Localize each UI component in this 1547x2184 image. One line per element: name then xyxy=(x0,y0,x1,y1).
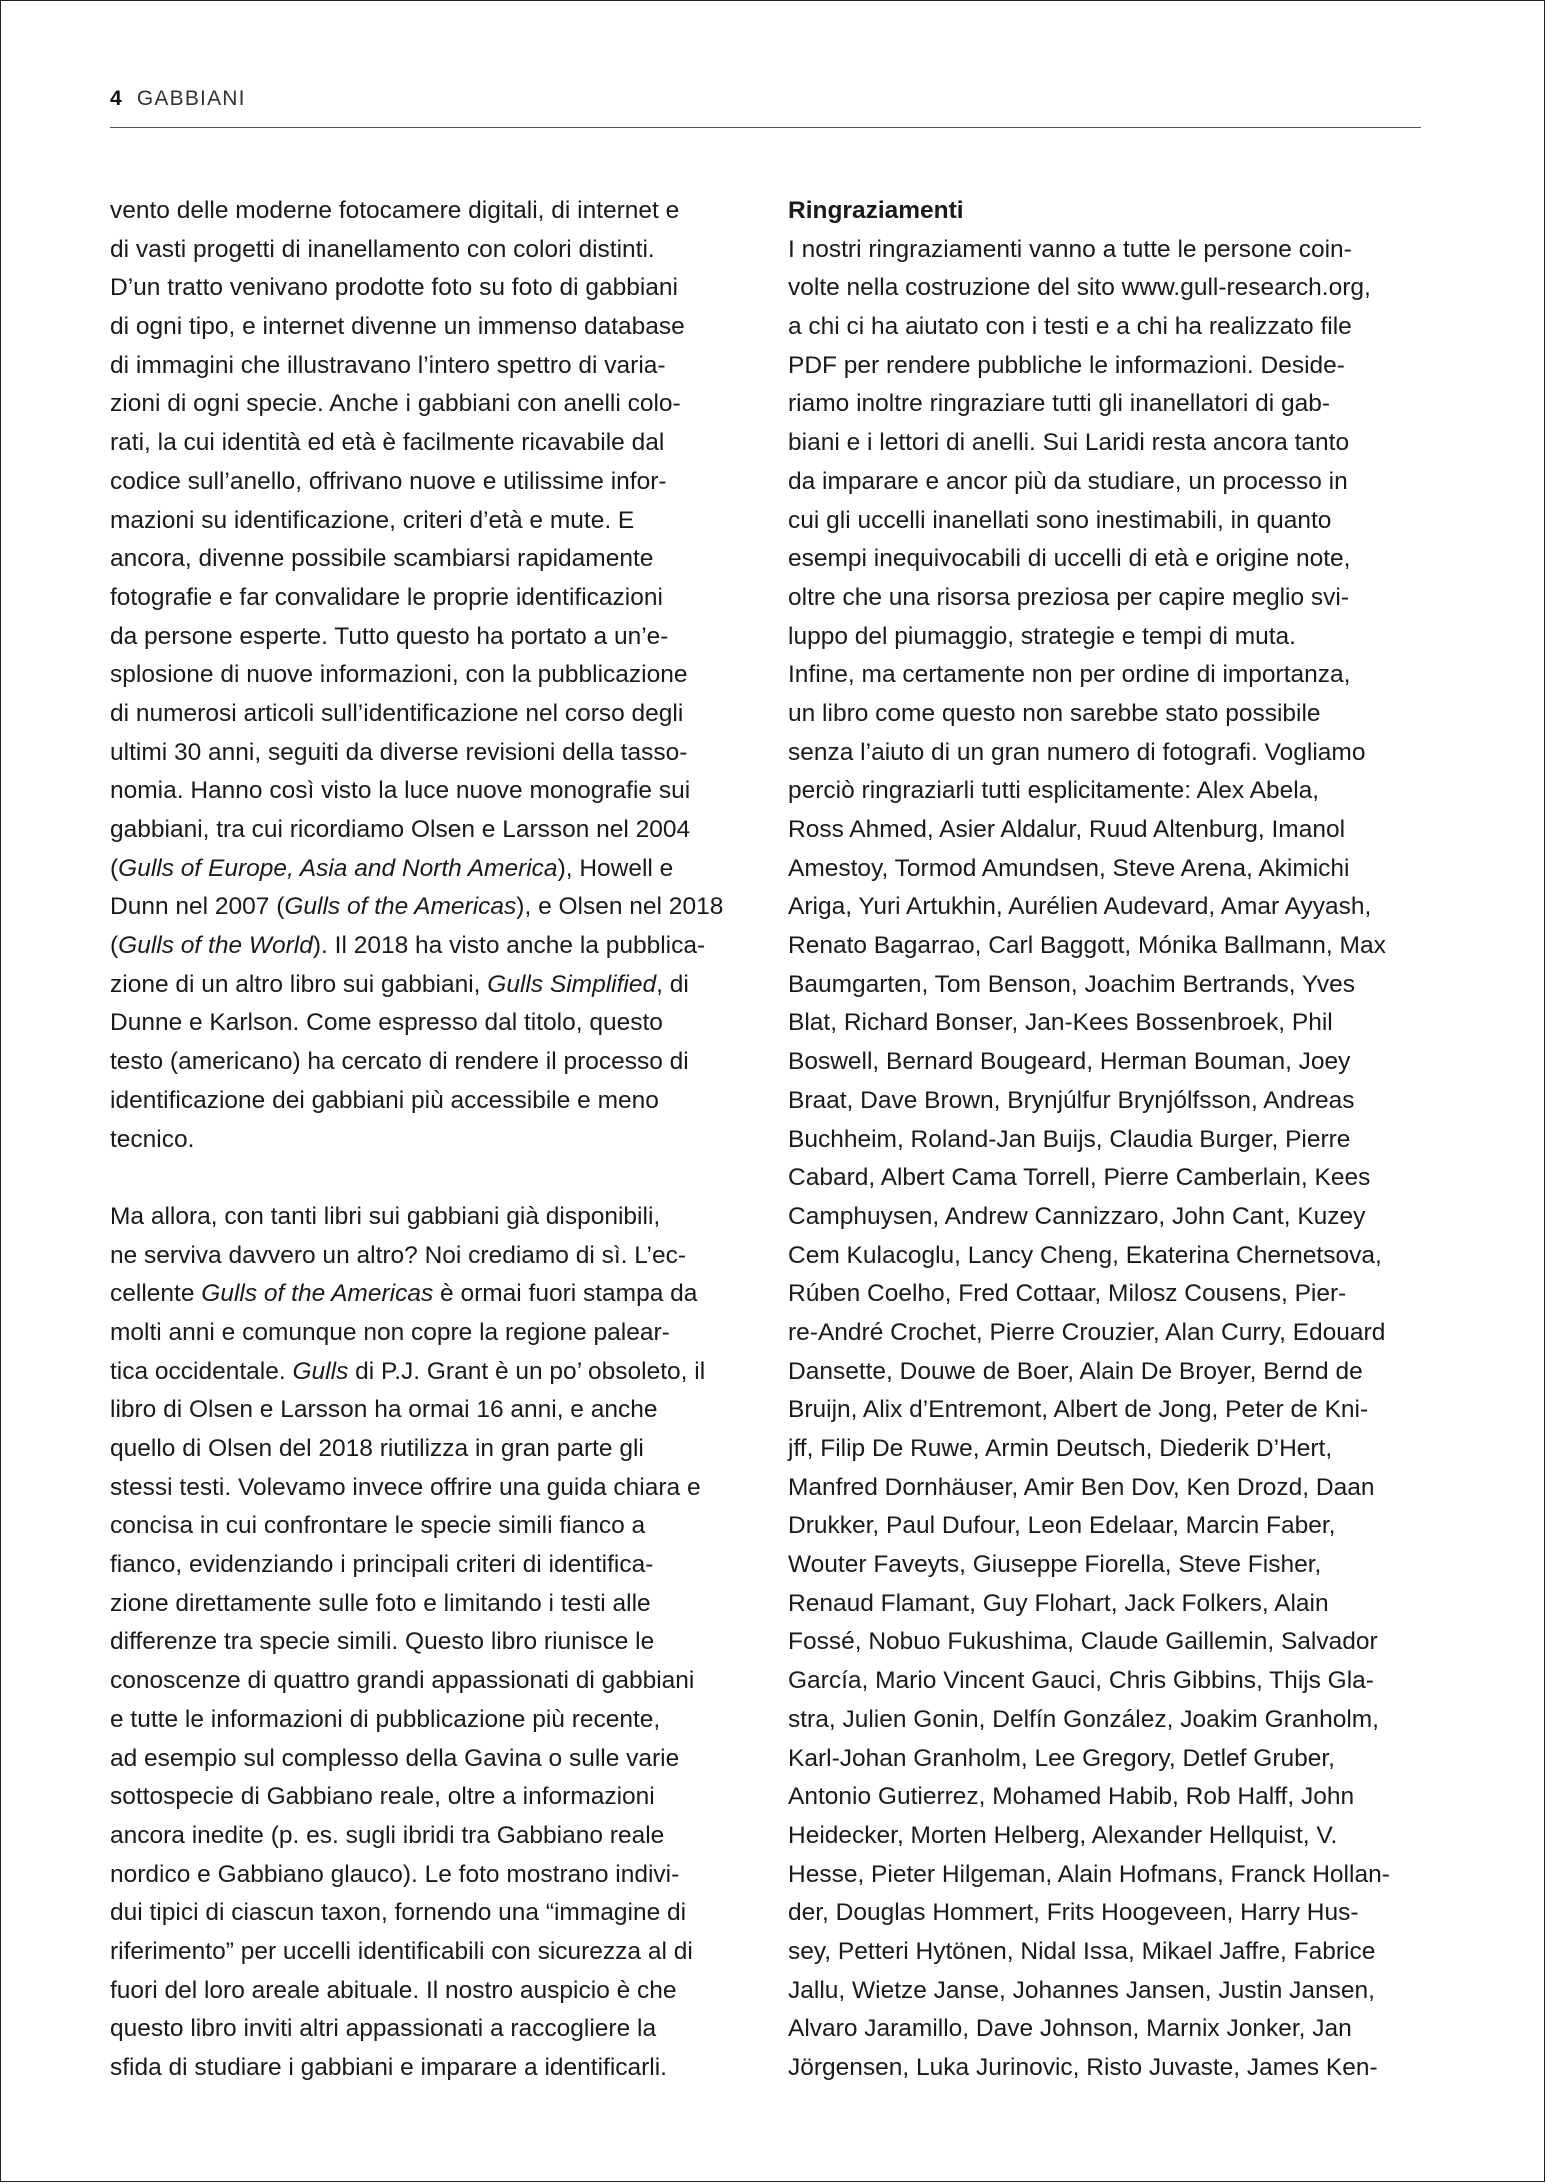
text-line: zione di un altro libro sui gabbiani, Gulls Simplified, di xyxy=(110,970,689,998)
text-line: Dunne e Karlson. Come espresso dal titolo, questo xyxy=(110,1009,663,1037)
text-line: fianco, evidenziando i principali criteri di identifica- xyxy=(110,1551,654,1579)
text-line: zione direttamente sulle foto e limitando i testi alle xyxy=(110,1589,651,1617)
left-column xyxy=(110,192,750,2088)
text-line: zioni di ogni specie. Anche i gabbiani con anelli colo- xyxy=(110,390,681,418)
text-line: Renato Bagarrao, Carl Baggott, Mónika Ballmann, Max xyxy=(788,932,1386,960)
text-line: e tutte le informazioni di pubblicazione più recente, xyxy=(110,1705,661,1733)
text-line: senza l’aiuto di un gran numero di fotografi. Vogliamo xyxy=(788,738,1366,766)
text-line: tecnico. xyxy=(110,1125,195,1153)
text-line: Buchheim, Roland-Jan Buijs, Claudia Burger, Pierre xyxy=(788,1125,1351,1153)
text-line: Wouter Faveyts, Giuseppe Fiorella, Steve Fisher, xyxy=(788,1551,1322,1579)
text-line: PDF per rendere pubbliche le informazioni. Deside- xyxy=(788,351,1345,379)
text-line: ancora, divenne possibile scambiarsi rapidamente xyxy=(110,545,654,573)
text-line: Alvaro Jaramillo, Dave Johnson, Marnix Jonker, Jan xyxy=(788,2015,1352,2043)
paragraph-gap xyxy=(110,1159,750,1198)
text-line: Blat, Richard Bonser, Jan-Kees Bossenbroek, Phil xyxy=(788,1009,1333,1037)
text-line: cellente Gulls of the Americas è ormai fuori stampa da xyxy=(110,1280,698,1308)
text-line: gabbiani, tra cui ricordiamo Olsen e Larsson nel 2004 xyxy=(110,816,691,843)
text-line: Manfred Dornhäuser, Amir Ben Dov, Ken Drozd, Daan xyxy=(788,1473,1375,1501)
text-line: da imparare e ancor più da studiare, un processo in xyxy=(788,467,1348,495)
text-line: Ma allora, con tanti libri sui gabbiani già disponibili, xyxy=(110,1202,661,1230)
text-line: Karl-Johan Granholm, Lee Gregory, Detlef Gruber, xyxy=(788,1744,1335,1772)
right-column xyxy=(788,192,1428,2088)
text-line: Renaud Flamant, Guy Flohart, Jack Folkers, Alain xyxy=(788,1589,1329,1617)
text-line: riferimento” per uccelli identificabili con sicurezza al di xyxy=(110,1937,693,1965)
text-line: (Gulls of Europe, Asia and North America), Howell e xyxy=(110,854,674,882)
text-line: ancora inedite (p. es. sugli ibridi tra Gabbiano reale xyxy=(110,1821,665,1849)
text-line: fotografie e far convalidare le proprie identificazioni xyxy=(110,583,663,611)
text-line: (Gulls of the World). Il 2018 ha visto anche la pubblica- xyxy=(110,932,706,960)
text-line: ne serviva davvero un altro? Noi crediamo di sì. L’ec- xyxy=(110,1241,687,1269)
text-line: stra, Julien Gonin, Delfín González, Joakim Granholm, xyxy=(788,1705,1379,1733)
text-line: I nostri ringraziamenti vanno a tutte le persone coin- xyxy=(788,235,1352,263)
text-line: cui gli uccelli inanellati sono inestimabili, in quanto xyxy=(788,506,1332,534)
text-line: di numerosi articoli sull’identificazione nel corso degli xyxy=(110,699,684,727)
text-line: Dunn nel 2007 (Gulls of the Americas), e Olsen nel 2018 xyxy=(110,893,724,921)
text-line: Camphuysen, Andrew Cannizzaro, John Cant, Kuzey xyxy=(788,1202,1366,1230)
text-line: Braat, Dave Brown, Brynjúlfur Brynjólfsson, Andreas xyxy=(788,1086,1355,1114)
text-line: un libro come questo non sarebbe stato possibile xyxy=(788,699,1321,727)
text-line: Antonio Gutierrez, Mohamed Habib, Rob Halff, John xyxy=(788,1783,1355,1811)
text-line: Amestoy, Tormod Amundsen, Steve Arena, Akimichi xyxy=(788,854,1350,882)
text-line: Infine, ma certamente non per ordine di importanza, xyxy=(788,661,1351,689)
text-line: nordico e Gabbiano glauco). Le foto mostrano indivi- xyxy=(110,1860,680,1888)
text-line: Ariga, Yuri Artukhin, Aurélien Audevard, Amar Ayyash, xyxy=(788,893,1372,921)
text-line: codice sull’anello, offrivano nuove e utilissime infor- xyxy=(110,467,667,495)
text-line: Bruijn, Alix d’Entremont, Albert de Jong, Peter de Kni- xyxy=(788,1396,1369,1424)
paragraph-1-end xyxy=(110,1004,750,1159)
text-line: Drukker, Paul Dufour, Leon Edelaar, Marcin Faber, xyxy=(788,1512,1336,1540)
text-line: splosione di nuove informazioni, con la pubblicazione xyxy=(110,661,688,689)
text-line: ultimi 30 anni, seguiti da diverse revisioni della tasso- xyxy=(110,738,688,766)
page-number: 4 xyxy=(110,87,123,110)
text-line: concisa in cui confrontare le specie simili fianco a xyxy=(110,1512,646,1540)
text-line: Hesse, Pieter Hilgeman, Alain Hofmans, Franck Hollan- xyxy=(788,1860,1390,1888)
text-line: riamo inoltre ringraziare tutti gli inanellatori di gab- xyxy=(788,390,1330,418)
text-line: luppo del piumaggio, strategie e tempi di muta. xyxy=(788,622,1296,650)
text-line: Fossé, Nobuo Fukushima, Claude Gaillemin, Salvador xyxy=(788,1628,1378,1656)
text-line: Cem Kulacoglu, Lancy Cheng, Ekaterina Chernetsova, xyxy=(788,1241,1382,1269)
text-line: oltre che una risorsa preziosa per capire meglio svi- xyxy=(788,583,1350,611)
text-line: libro di Olsen e Larsson ha ormai 16 anni, e anche xyxy=(110,1396,658,1424)
text-line: Baumgarten, Tom Benson, Joachim Bertrands, Yves xyxy=(788,970,1355,998)
running-header xyxy=(110,87,1421,128)
text-line: re-André Crochet, Pierre Crouzier, Alan Curry, Edouard xyxy=(788,1318,1386,1346)
text-line: volte nella costruzione del sito www.gull-research.org, xyxy=(788,274,1371,302)
section-title: GABBIANI xyxy=(136,87,246,110)
text-line: esempi inequivocabili di uccelli di età e origine note, xyxy=(788,545,1351,573)
text-line: sey, Petteri Hytönen, Nidal Issa, Mikael Jaffre, Fabrice xyxy=(788,1937,1376,1965)
text-line: di immagini che illustravano l’intero spettro di varia- xyxy=(110,351,666,379)
text-line: tica occidentale. Gulls di P.J. Grant è un po’ obsoleto, il xyxy=(110,1357,706,1385)
text-line: di vasti progetti di inanellamento con colori distinti. xyxy=(110,235,655,263)
text-line: sottospecie di Gabbiano reale, oltre a informazioni xyxy=(110,1783,655,1811)
text-line: Boswell, Bernard Bougeard, Herman Bouman, Joey xyxy=(788,1048,1351,1076)
text-line: vento delle moderne fotocamere digitali, di internet e xyxy=(110,197,680,224)
text-line: testo (americano) ha cercato di rendere il processo di xyxy=(110,1048,689,1076)
text-line: differenze tra specie simili. Questo libro riunisce le xyxy=(110,1628,655,1656)
text-line: Jörgensen, Luka Jurinovic, Risto Juvaste, James Ken- xyxy=(788,2054,1378,2081)
text-line: biani e i lettori di anelli. Sui Laridi resta ancora tanto xyxy=(788,429,1350,457)
text-line: di ogni tipo, e internet divenne un immenso database xyxy=(110,313,685,341)
text-line: der, Douglas Hommert, Frits Hoogeveen, Harry Hus- xyxy=(788,1899,1359,1927)
text-line: Heidecker, Morten Helberg, Alexander Hellquist, V. xyxy=(788,1821,1338,1849)
text-line: quello di Olsen del 2018 riutilizza in gran parte gli xyxy=(110,1435,644,1462)
text-line: Rúben Coelho, Fred Cottaar, Milosz Cousens, Pier- xyxy=(788,1280,1347,1308)
text-line: identificazione dei gabbiani più accessibile e meno xyxy=(110,1086,659,1114)
text-line: García, Mario Vincent Gauci, Chris Gibbins, Thijs Gla- xyxy=(788,1667,1374,1695)
text-line: Jallu, Wietze Janse, Johannes Jansen, Justin Jansen, xyxy=(788,1976,1375,2004)
paragraph-1 xyxy=(110,192,750,850)
paragraph-2-rest xyxy=(110,1391,750,2087)
text-line: da persone esperte. Tutto questo ha portato a un’e- xyxy=(110,622,669,650)
text-line: mazioni su identificazione, criteri d’età e mute. E xyxy=(110,506,635,534)
text-line: conoscenze di quattro grandi appassionati di gabbiani xyxy=(110,1667,695,1695)
text-line: molti anni e comunque non copre la regione palear- xyxy=(110,1318,670,1346)
text-line: D’un tratto venivano prodotte foto su foto di gabbiani xyxy=(110,274,678,302)
text-line: ad esempio sul complesso della Gavina o sulle varie xyxy=(110,1744,680,1772)
text-line: Ross Ahmed, Asier Aldalur, Ruud Altenburg, Imanol xyxy=(788,816,1346,843)
acknowledgements-text xyxy=(788,231,1428,2088)
text-line: Cabard, Albert Cama Torrell, Pierre Camberlain, Kees xyxy=(788,1164,1371,1192)
text-line: rati, la cui identità ed età è facilmente ricavabile dal xyxy=(110,429,665,457)
text-line: a chi ci ha aiutato con i testi e a chi ha realizzato file xyxy=(788,313,1352,341)
text-line: perciò ringraziarli tutti esplicitamente: Alex Abela, xyxy=(788,777,1320,805)
text-line: stessi testi. Volevamo invece offrire una guida chiara e xyxy=(110,1473,701,1501)
text-line: fuori del loro areale abituale. Il nostro auspicio è che xyxy=(110,1976,677,2004)
text-line: sfida di studiare i gabbiani e imparare a identificarli. xyxy=(110,2054,667,2081)
text-line: Dansette, Douwe de Boer, Alain De Broyer, Bernd de xyxy=(788,1357,1363,1385)
text-line: nomia. Hanno così visto la luce nuove monografie sui xyxy=(110,777,691,805)
acknowledgements-heading: Ringraziamenti xyxy=(788,197,964,224)
text-line: jff, Filip De Ruwe, Armin Deutsch, Diederik D’Hert, xyxy=(788,1435,1333,1462)
text-line: questo libro inviti altri appassionati a raccogliere la xyxy=(110,2015,657,2043)
text-line: dui tipici di ciascun taxon, fornendo una “immagine di xyxy=(110,1899,687,1927)
